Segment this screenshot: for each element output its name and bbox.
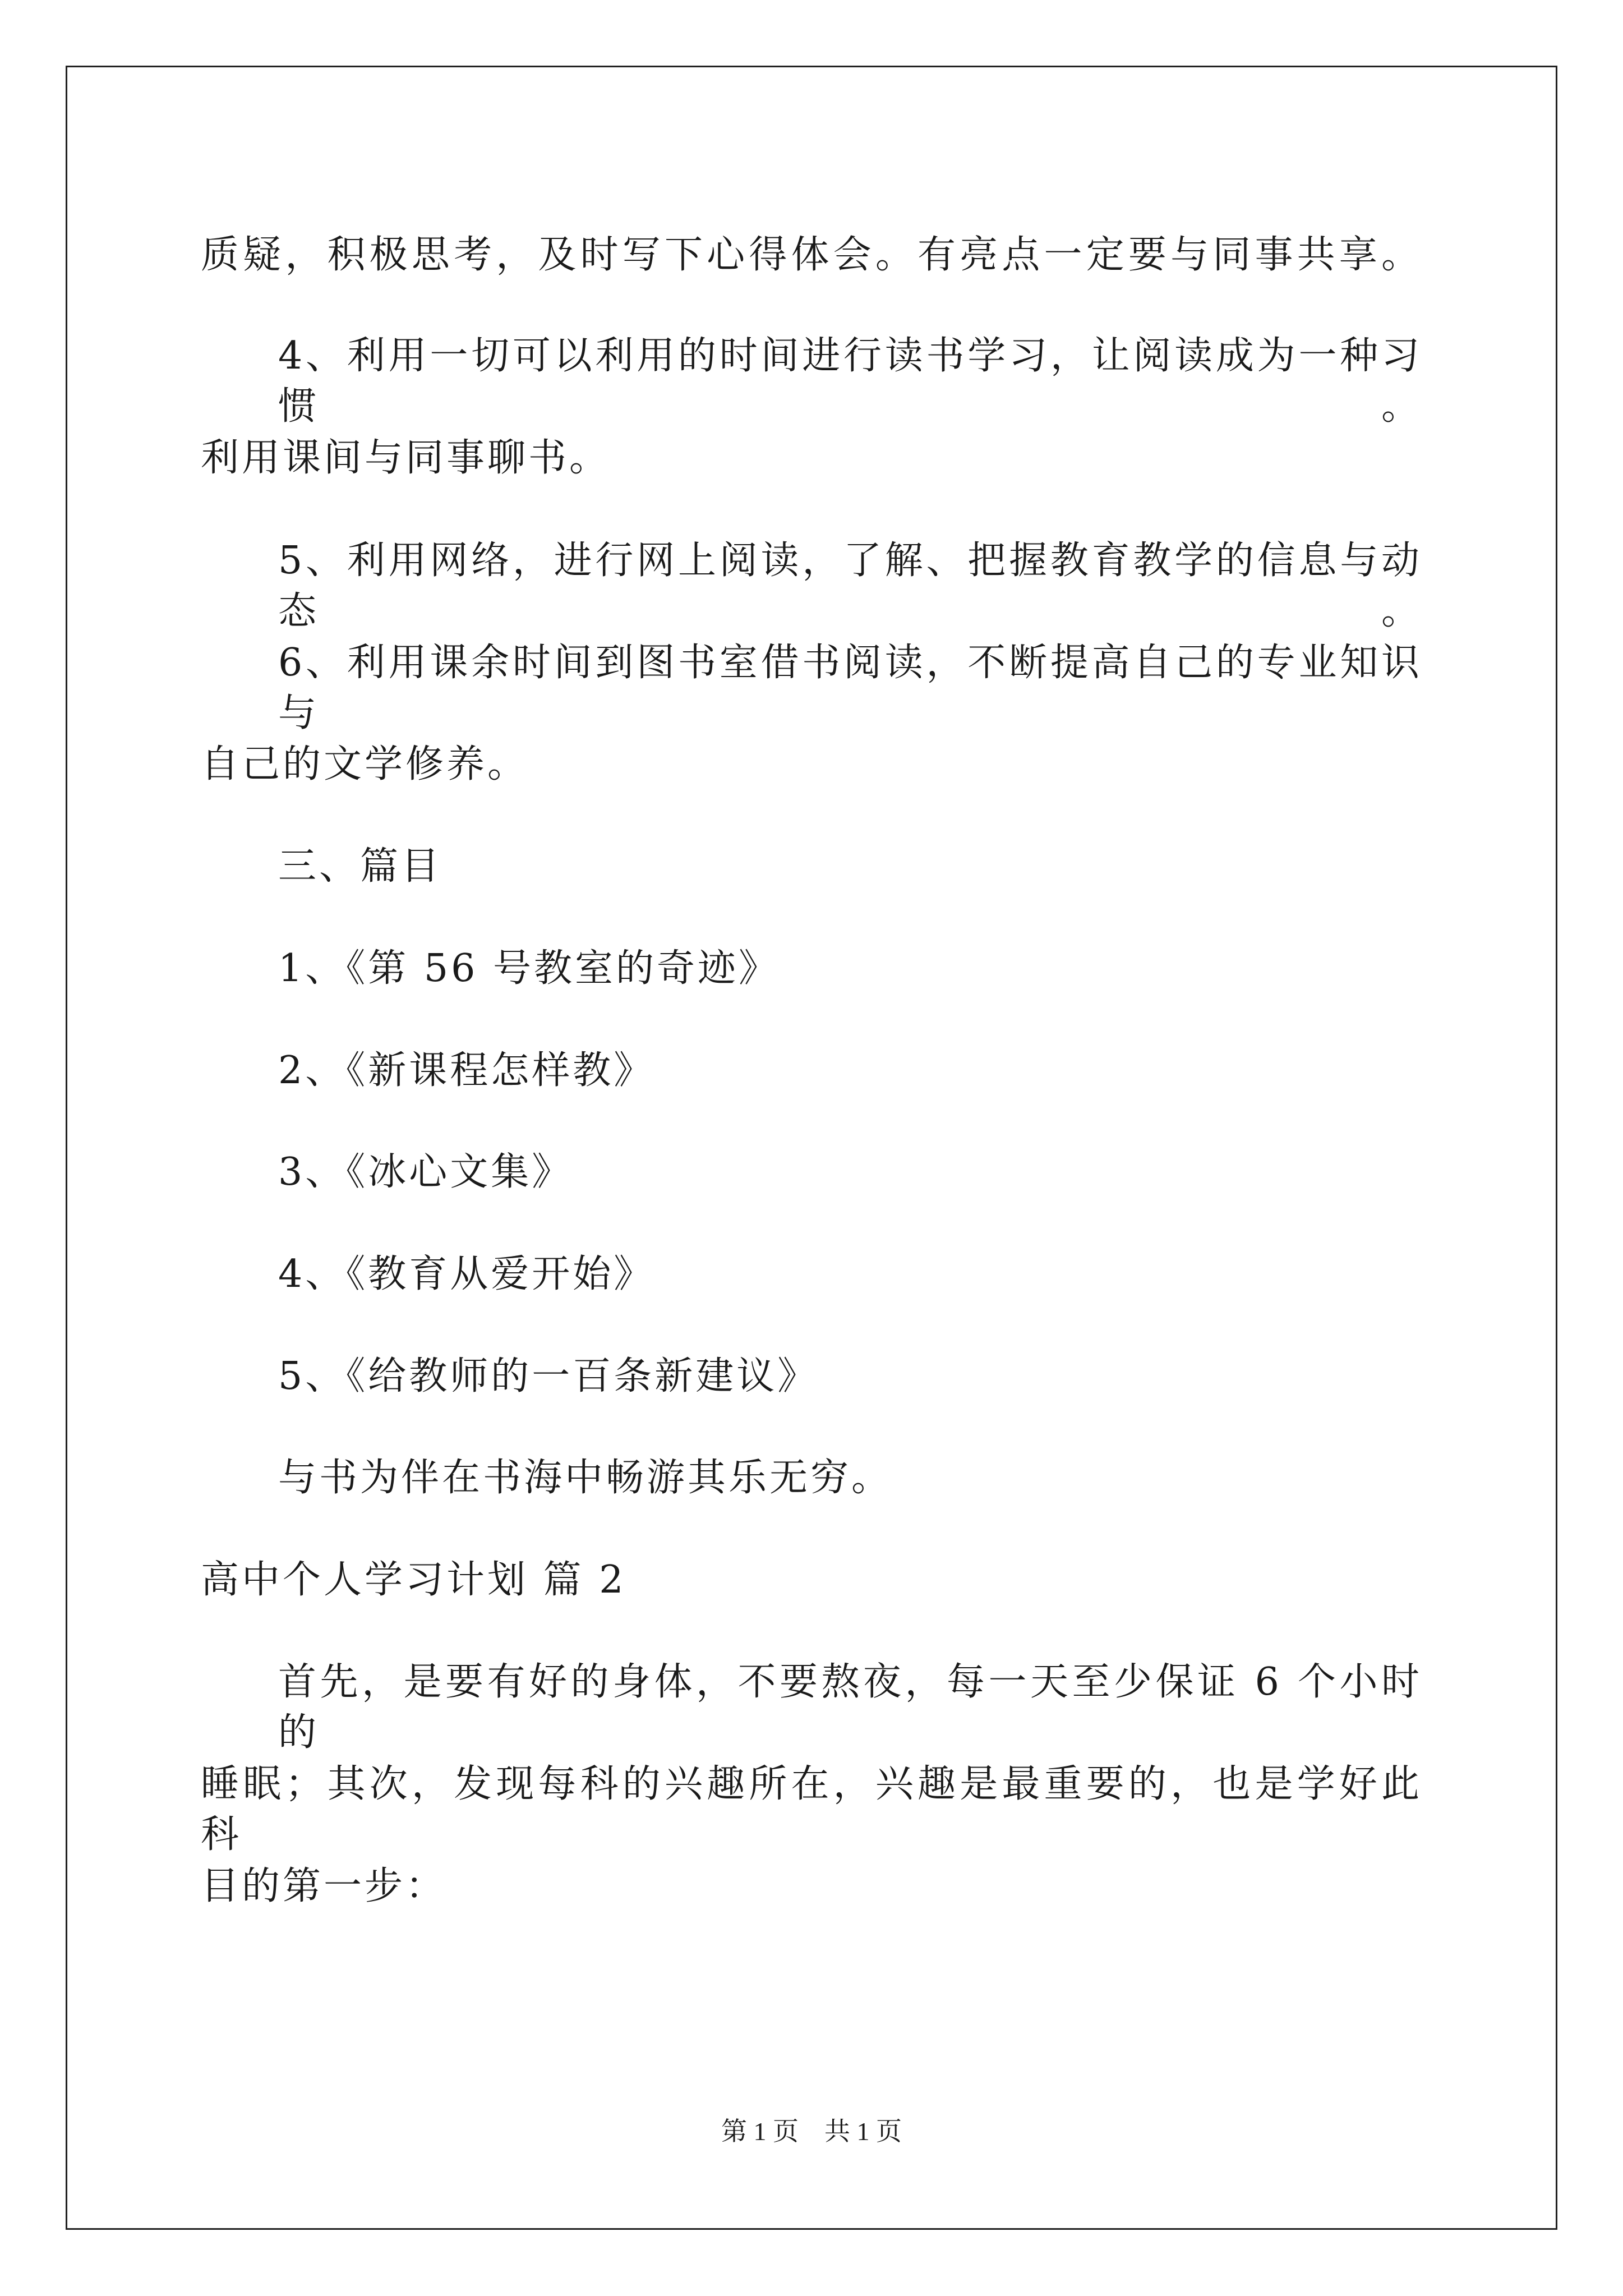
list-item: 5、《给教师的一百条新建议》 bbox=[278, 1354, 819, 1398]
body-line: 利用课间与同事聊书。 bbox=[201, 436, 611, 480]
body-line: 目的第一步： bbox=[201, 1864, 447, 1908]
list-item: 3、《冰心文集》 bbox=[278, 1150, 573, 1194]
list-item: 2、《新课程怎样教》 bbox=[278, 1048, 655, 1093]
list-item: 4、《教育从爱开始》 bbox=[278, 1252, 655, 1296]
body-line: 睡眠；其次，发现每科的兴趣所在，兴趣是最重要的，也是学好此科 bbox=[201, 1762, 1422, 1857]
body-line: 4、利用一切可以利用的时间进行读书学习，让阅读成为一种习惯。 bbox=[278, 334, 1422, 429]
document-heading: 高中个人学习计划 篇 2 bbox=[201, 1558, 626, 1602]
body-line: 6、利用课余时间到图书室借书阅读，不断提高自己的专业知识与 bbox=[278, 641, 1422, 735]
body-line: 与书为伴在书海中畅游其乐无穷。 bbox=[278, 1456, 893, 1500]
body-line: 首先，是要有好的身体，不要熬夜，每一天至少保证 6 个小时的 bbox=[278, 1660, 1422, 1755]
body-line: 质疑，积极思考，及时写下心得体会。有亮点一定要与同事共享。 bbox=[201, 233, 1422, 277]
list-item: 1、《第 56 号教室的奇迹》 bbox=[278, 946, 780, 991]
page-footer: 第 1 页 共 1 页 bbox=[721, 2117, 902, 2146]
body-line: 5、利用网络，进行网上阅读，了解、把握教育教学的信息与动态。 bbox=[278, 539, 1422, 633]
section-heading: 三、篇目 bbox=[278, 844, 442, 889]
body-line: 自己的文学修养。 bbox=[201, 742, 529, 786]
